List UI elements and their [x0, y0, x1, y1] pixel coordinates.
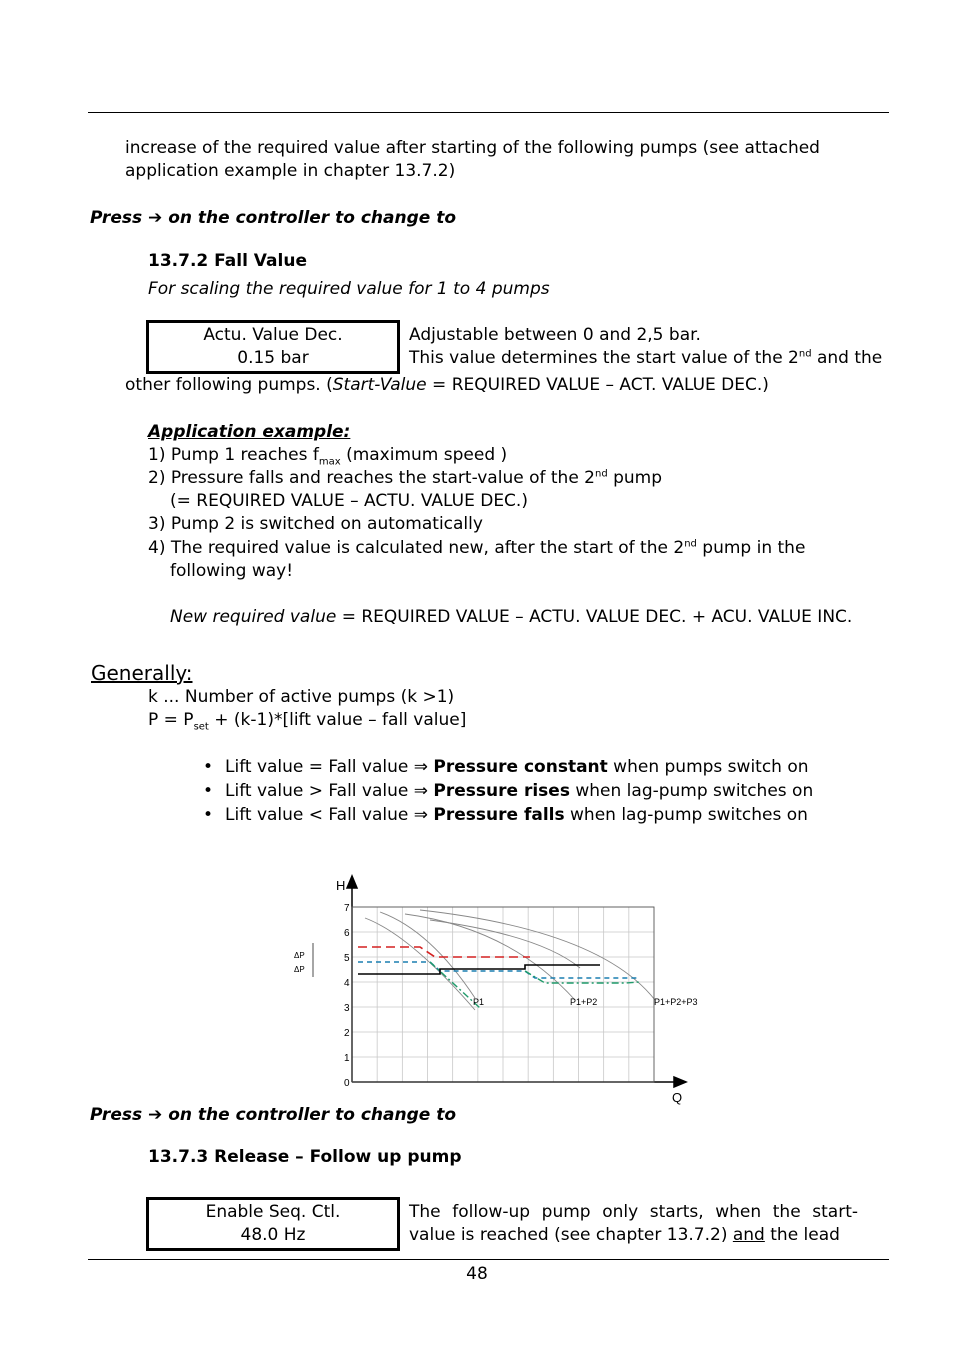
right-arrow-icon: ➔	[148, 1105, 163, 1125]
example-step-2	[148, 467, 662, 490]
bullet-text-end: when lag-pump switches on	[569, 781, 814, 801]
new-required-value-formula	[170, 606, 852, 629]
pump-curves	[365, 910, 655, 1010]
formula-sub: set	[193, 721, 209, 733]
p-formula	[148, 709, 466, 732]
bullet-icon: •	[203, 757, 214, 777]
example-step-2-cont: (= REQUIRED VALUE – ACTU. VALUE DEC.)	[170, 491, 528, 511]
footer-rule	[88, 1259, 889, 1260]
bullet-item	[203, 756, 809, 779]
fall-value-desc-2	[409, 347, 882, 370]
section-title-release: 13.7.3 Release – Follow up pump	[148, 1147, 462, 1167]
delta-p-markers	[294, 943, 313, 977]
y-tick-label: 4	[344, 978, 350, 989]
desc-sup: nd	[798, 348, 812, 360]
right-arrow-icon: ➔	[148, 208, 163, 228]
delta-p-label: ΔP	[294, 951, 305, 960]
display-label: Actu. Value Dec.	[203, 325, 343, 345]
bullet-item	[203, 780, 813, 803]
step-sup: nd	[595, 468, 608, 480]
example-step-4-cont: following way!	[170, 561, 294, 581]
curve-labels	[473, 997, 698, 1007]
desc-text-end: and the	[811, 348, 883, 368]
desc-text: other following pumps. (	[125, 375, 333, 395]
bullet-icon: •	[203, 781, 214, 801]
bullet-bold: Pressure rises	[433, 781, 570, 801]
application-example-heading: Application example:	[148, 422, 351, 442]
display-label: Enable Seq. Ctl.	[205, 1202, 341, 1222]
y-tick-label: 2	[344, 1028, 350, 1039]
formula-text: P = P	[148, 710, 194, 730]
press-rest: on the controller to change to	[168, 208, 457, 228]
example-step-1	[148, 444, 507, 467]
example-step-3: 3) Pump 2 is switched on automatically	[148, 514, 483, 534]
step-text: 1) Pump 1 reaches f	[148, 445, 319, 465]
release-desc-2	[409, 1224, 840, 1247]
desc-text-end: = REQUIRED VALUE – ACT. VALUE DEC.)	[426, 375, 769, 395]
page-number: 48	[466, 1264, 488, 1284]
step-sub: max	[318, 456, 341, 468]
red-dashed-line	[358, 947, 530, 957]
desc-underlined: and	[732, 1225, 765, 1245]
bullet-text: Lift value = Fall value ⇒	[225, 757, 434, 777]
desc-italic: Start-Value	[332, 375, 427, 395]
bullet-text: Lift value < Fall value ⇒	[225, 805, 434, 825]
press-word: Press	[90, 208, 143, 228]
y-tick-label: 3	[344, 1003, 350, 1014]
black-solid-line	[358, 965, 600, 974]
step-sup: nd	[684, 538, 697, 550]
y-tick-label: 6	[344, 928, 350, 939]
delta-p-label: ΔP	[294, 965, 305, 974]
x-axis-arrow-icon	[674, 1077, 686, 1087]
press-word: Press	[90, 1105, 143, 1125]
display-value: 48.0 Hz	[240, 1225, 306, 1245]
step-text: 2) Pressure falls and reaches the start-value of the 2	[148, 468, 595, 488]
fall-value-desc-1: Adjustable between 0 and 2,5 bar.	[409, 325, 701, 345]
y-tick-label: 0	[344, 1078, 350, 1089]
section-title-fall-value: 13.7.2 Fall Value	[148, 251, 307, 271]
fall-value-desc-3	[125, 374, 769, 397]
k-definition: k ... Number of active pumps (k >1)	[148, 687, 455, 707]
chart-grid	[352, 907, 654, 1082]
axes	[347, 876, 686, 1087]
y-axis-label: H	[336, 878, 346, 893]
bullet-item	[203, 804, 808, 827]
curve-label-p1p2p3: P1+P2+P3	[654, 997, 698, 1007]
y-tick-label: 5	[344, 953, 350, 964]
header-rule	[88, 112, 889, 113]
controller-display-fall-value	[146, 320, 400, 374]
generally-heading: Generally:	[91, 661, 193, 685]
press-rest: on the controller to change to	[168, 1105, 457, 1125]
step-text: 4) The required value is calculated new, after the start of the 2	[148, 538, 685, 558]
curve-label-p1: P1	[473, 997, 485, 1007]
release-desc-1: The follow-up pump only starts, when the start-	[409, 1202, 858, 1222]
intro-line-1: increase of the required value after starting of the following pumps (see attached	[125, 138, 820, 158]
press-instruction-1	[90, 207, 456, 230]
intro-line-2: application example in chapter 13.7.2)	[125, 161, 456, 181]
bullet-icon: •	[203, 805, 214, 825]
bullet-text-end: when pumps switch on	[607, 757, 809, 777]
y-tick-label: 1	[344, 1053, 350, 1064]
x-axis-label: Q	[672, 1090, 683, 1105]
desc-text: value is reached (see chapter 13.7.2)	[409, 1225, 733, 1245]
formula-text: = REQUIRED VALUE – ACTU. VALUE DEC. + ACU. VALUE INC.	[336, 607, 853, 627]
y-axis-arrow-icon	[347, 876, 357, 888]
controller-display-enable-seq	[146, 1197, 400, 1251]
example-step-4	[148, 537, 805, 560]
y-tick-labels	[344, 903, 350, 1089]
display-value: 0.15 bar	[237, 348, 309, 368]
pump-curve-chart	[280, 870, 720, 1110]
bullet-bold: Pressure falls	[433, 805, 565, 825]
formula-text-end: + (k-1)*[lift value – fall value]	[208, 710, 467, 730]
bullet-bold: Pressure constant	[433, 757, 608, 777]
desc-text: This value determines the start value of the 2	[409, 348, 799, 368]
bullet-text-end: when lag-pump switches on	[564, 805, 808, 825]
curve-label-p1p2: P1+P2	[570, 997, 598, 1007]
step-text-end: pump	[607, 468, 663, 488]
section-subtitle: For scaling the required value for 1 to 4 pumps	[148, 279, 550, 299]
y-tick-label: 7	[344, 903, 350, 914]
desc-text-end: the lead	[764, 1225, 840, 1245]
operating-lines	[358, 947, 640, 1008]
bullet-text: Lift value > Fall value ⇒	[225, 781, 434, 801]
step-text-end: pump in the	[696, 538, 806, 558]
formula-label: New required value	[170, 607, 337, 627]
step-text-end: (maximum speed )	[340, 445, 508, 465]
press-instruction-2	[90, 1104, 456, 1127]
